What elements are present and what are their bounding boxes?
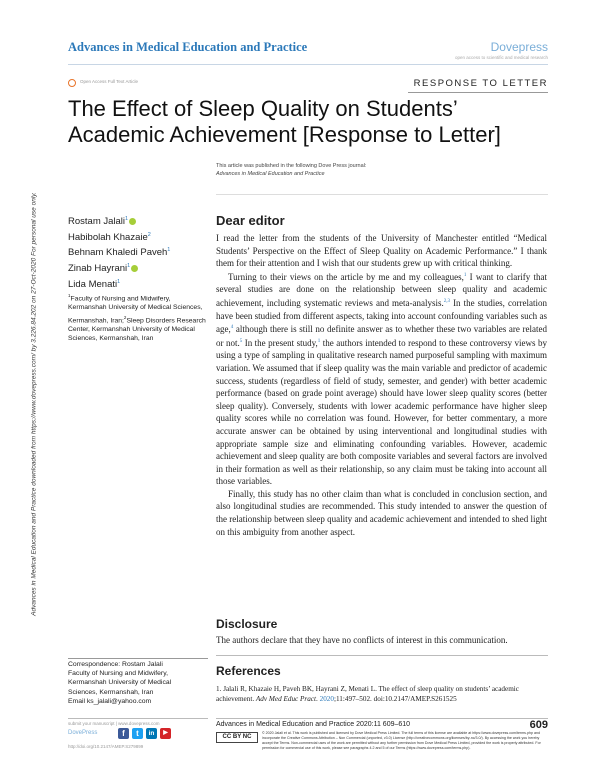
footer-journal-citation: Advances in Medical Education and Practice 2020:11 609–610 (216, 721, 411, 728)
publisher-tagline: open access to scientific and medical research (454, 55, 548, 60)
publication-note-line1: This article was published in the following Dove Press journal: (216, 163, 367, 169)
submit-manuscript-link[interactable]: submit your manuscript | www.dovepress.com (68, 721, 160, 726)
orcid-icon[interactable] (131, 265, 138, 272)
author[interactable]: Lida Menati$^1$ (68, 278, 121, 290)
citation[interactable]: 1 (463, 272, 467, 278)
publication-note (216, 162, 366, 178)
publication-note-rule (216, 194, 548, 195)
linkedin-icon[interactable]: in (146, 728, 157, 739)
reference-year-link[interactable]: 2020 (319, 694, 334, 703)
license-text: © 2020 Jalali et al. This work is published and licensed by Dove Medical Press Limited. The full terms of this license are available at https://www.dovepress.com/terms.php and incorporate the Creative Commons Attribution – Non Commercial (unported, v3.0) License (http://creativecommons.org/licenses/by-nc/3.0/). By accessing the work you hereby accept the Terms. Non-commercial uses of the work are permitted without any further permission from Dove Medical Press Limited, provided the work is properly attributed. For permission for commercial use of this work, please see paragraphs 4.2 and 5 of our Terms (https://www.dovepress.com/terms.php). (262, 731, 541, 750)
journal-name: Advances in Medical Education and Practice (68, 40, 308, 54)
orcid-icon[interactable] (129, 218, 136, 225)
article-type-rule (408, 92, 548, 93)
email-link[interactable]: Email ks_jalali@yahoo.com (68, 697, 152, 705)
footer-left-rule (68, 718, 208, 719)
author[interactable]: Zinab Hayrani$^1$ (68, 260, 170, 276)
section-heading-dear-editor: Dear editor (216, 213, 285, 228)
citation[interactable]: 5 (239, 338, 243, 344)
correspondence-block: Correspondence: Rostam Jalali Faculty of Nursing and Midwifery, Kermanshah University of Medical Sciences, Kermanshah, Iran Email ks_jalali@yahoo.com (68, 660, 208, 706)
header-divider (68, 64, 548, 65)
correspondence-rule (68, 658, 208, 659)
reference-item: 1. Jalali R, Khazaie H, Paveh BK, Hayrani Z, Menati L. The effect of sleep quality on students’ academic achievement. Adv Med Educ Pract. 2020;11:497–502. doi:10.2147/AMEP.S261525 (216, 685, 519, 703)
paragraph: I read the letter from the students of the University of Manchester entitled “Medical Students’ Perspective on the Effect of Sleep Quality on Academic Performance.” I thank them for their attention and I wish that our students grew up with critical thinking. (216, 233, 547, 269)
page-number: 609 (529, 719, 548, 731)
citation[interactable]: 2,3 (443, 298, 450, 304)
references-rule (216, 655, 548, 656)
article-title: The Effect of Sleep Quality on Students’ Academic Achievement [Response to Letter] (68, 96, 501, 147)
open-access-label: Open Access Full Text Article (80, 79, 138, 84)
citation[interactable]: 1 (317, 338, 321, 344)
section-heading-disclosure: Disclosure (216, 617, 278, 631)
citation[interactable]: 4 (230, 325, 234, 331)
paragraph: Finally, this study has no other claim than what is concluded in conclusion section, and also longitudinal studies are recommended. This study intended to answer the question of the relationship between sleep quality and academic achievement and intended to shed light on this ambiguity from another aspect. (216, 488, 547, 537)
dovepress-logo[interactable]: DovePress (68, 730, 98, 736)
paragraph: Turning to their views on the article by me and my colleagues,$^1$ I want to clarify that several studies are done on the relationship between sleep quality and academic achievement, including systematic reviews and meta-analysis.$^{2,3}$ In the studies, correlation have been studied from different aspects, taking into account confounding variables such as age,$^4$ although there is still no definite answer as to whether these two variables are related or not.$^5$ In the present study,$^1$ the authors intended to respond to these controversy views by using a type of sampling in qualitative research named purposeful sampling with maximum variation. We assumed that if sleep quality was the main variable and predictor of academic success, students (regardless of field of study, semester, and gender) with better academic performance (based on grade point average) should have lower sleep quality scores (better sleep quality). Conversely, students with lower academic performance have higher sleep quality scores while no correlation was found. However, for better commentary, a more accurate answer can be obtained by using interventional and longitudinal studies with appropriate sample size and eliminating confounding variables. However, academic achievement and sleep quality are both composite variables and several factors are involved in their formation as well as their relationship, so any claim must be taking into account all those variables. (216, 271, 548, 487)
author-list (68, 213, 170, 291)
disclosure-text: The authors declare that they have no conflicts of interest in this communication. (216, 635, 508, 645)
youtube-icon[interactable]: ▶ (160, 728, 171, 739)
section-heading-references: References (216, 664, 281, 678)
author[interactable]: Habibolah Khazaie$^2$ (68, 231, 151, 243)
cc-license-badge[interactable]: CC BY NC (216, 732, 258, 743)
footer-right-rule (216, 718, 548, 719)
affiliations: $^1$Faculty of Nursing and Midwifery, Kermanshah University of Medical Sciences, Kermanshah, Iran;$^2$Sleep Disorders Research Center, Kermanshah University of Medical Sciences, Kermanshah, Iran (68, 293, 206, 343)
download-side-note: Advances in Medical Education and Practice downloaded from https://www.dovepress.com/ by 3.226.84.202 on 27-Oct-2020 For personal use only. (30, 192, 38, 616)
open-access-icon (68, 79, 76, 87)
twitter-icon[interactable]: t (132, 728, 143, 739)
publication-note-journal: Advances in Medical Education and Practice (216, 171, 325, 177)
author[interactable]: Rostam Jalali$^1$ (68, 213, 170, 229)
article-type: RESPONSE TO LETTER (413, 78, 548, 89)
facebook-icon[interactable]: f (118, 728, 129, 739)
author[interactable]: Behnam Khaledi Paveh$^1$ (68, 247, 171, 259)
publisher-logo[interactable]: Dovepress (490, 40, 548, 54)
doi-link[interactable]: http://doi.org/10.2147/AMEP.S279899 (68, 744, 144, 749)
letter-body (216, 232, 547, 538)
